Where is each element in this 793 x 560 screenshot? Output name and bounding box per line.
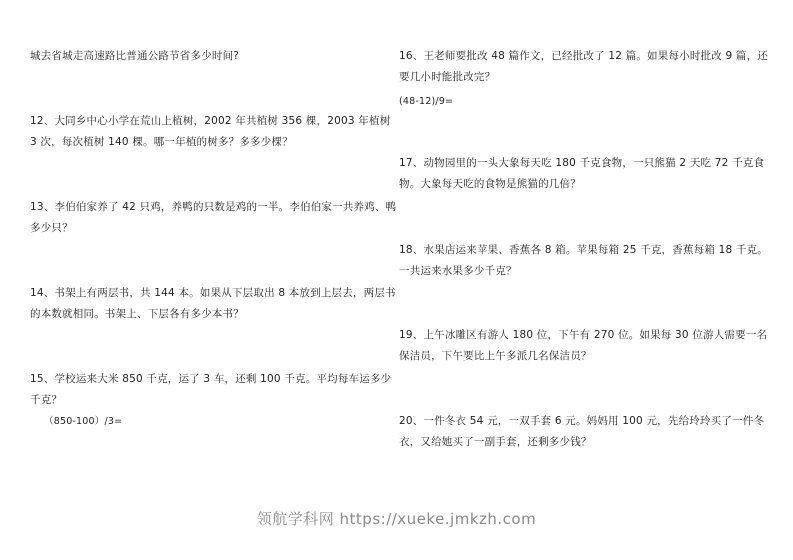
footer-watermark: 领航学科网 https://xueke.jmkzh.com	[256, 510, 537, 528]
question-11-tail: 城去省城走高速路比普通公路节省多少时间?	[30, 50, 240, 62]
question-12: 12、大同乡中心小学在荒山上植树，2002 年共植树 356 棵，2003 年植树 3 次，每次植树 140 棵。哪一年植的树多？多多少棵？	[30, 115, 391, 148]
question-15-answer: （850-100）/3=	[44, 416, 123, 427]
question-13: 13、李伯伯家养了 42 只鸡，养鸭的只数是鸡的一半。李伯伯家一共养鸡、鸭多少只？	[30, 201, 397, 234]
question-17: 17、动物园里的一头大象每天吃 180 千克食物，一只熊猫 2 天吃 72 千克食物。大象每天吃的食物是熊猫的几倍？	[399, 157, 765, 190]
question-16: 16、王老师要批改 48 篇作文，已经批改了 12 篇。如果每小时批改 9 篇，还要几小时能批改完？	[399, 50, 768, 83]
right-column	[399, 0, 769, 520]
left-column	[30, 0, 400, 520]
question-18: 18、水果店运来苹果、香蕉各 8 箱。苹果每箱 25 千克，香蕉每箱 18 千克。一共运来水果多少千克？	[399, 244, 768, 277]
question-19: 19、上午冰雕区有游人 180 位，下午有 270 位。如果每 30 位游人需要一名保洁员，下午要比上午多派几名保洁员？	[399, 329, 768, 362]
question-20: 20、一件冬衣 54 元，一双手套 6 元。妈妈用 100 元，先给玲玲买了一件冬衣，又给她买了一副手套，还剩多少钱？	[399, 415, 765, 448]
question-14: 14、书架上有两层书，共 144 本。如果从下层取出 8 本放到上层去，两层书的本数就相同。书架上、下层各有多少本书？	[30, 287, 396, 320]
question-16-answer: (48-12)/9=	[399, 96, 454, 107]
question-15: 15、学校运来大米 850 千克，运了 3 车，还剩 100 千克。平均每车运多少千克？	[30, 373, 392, 406]
